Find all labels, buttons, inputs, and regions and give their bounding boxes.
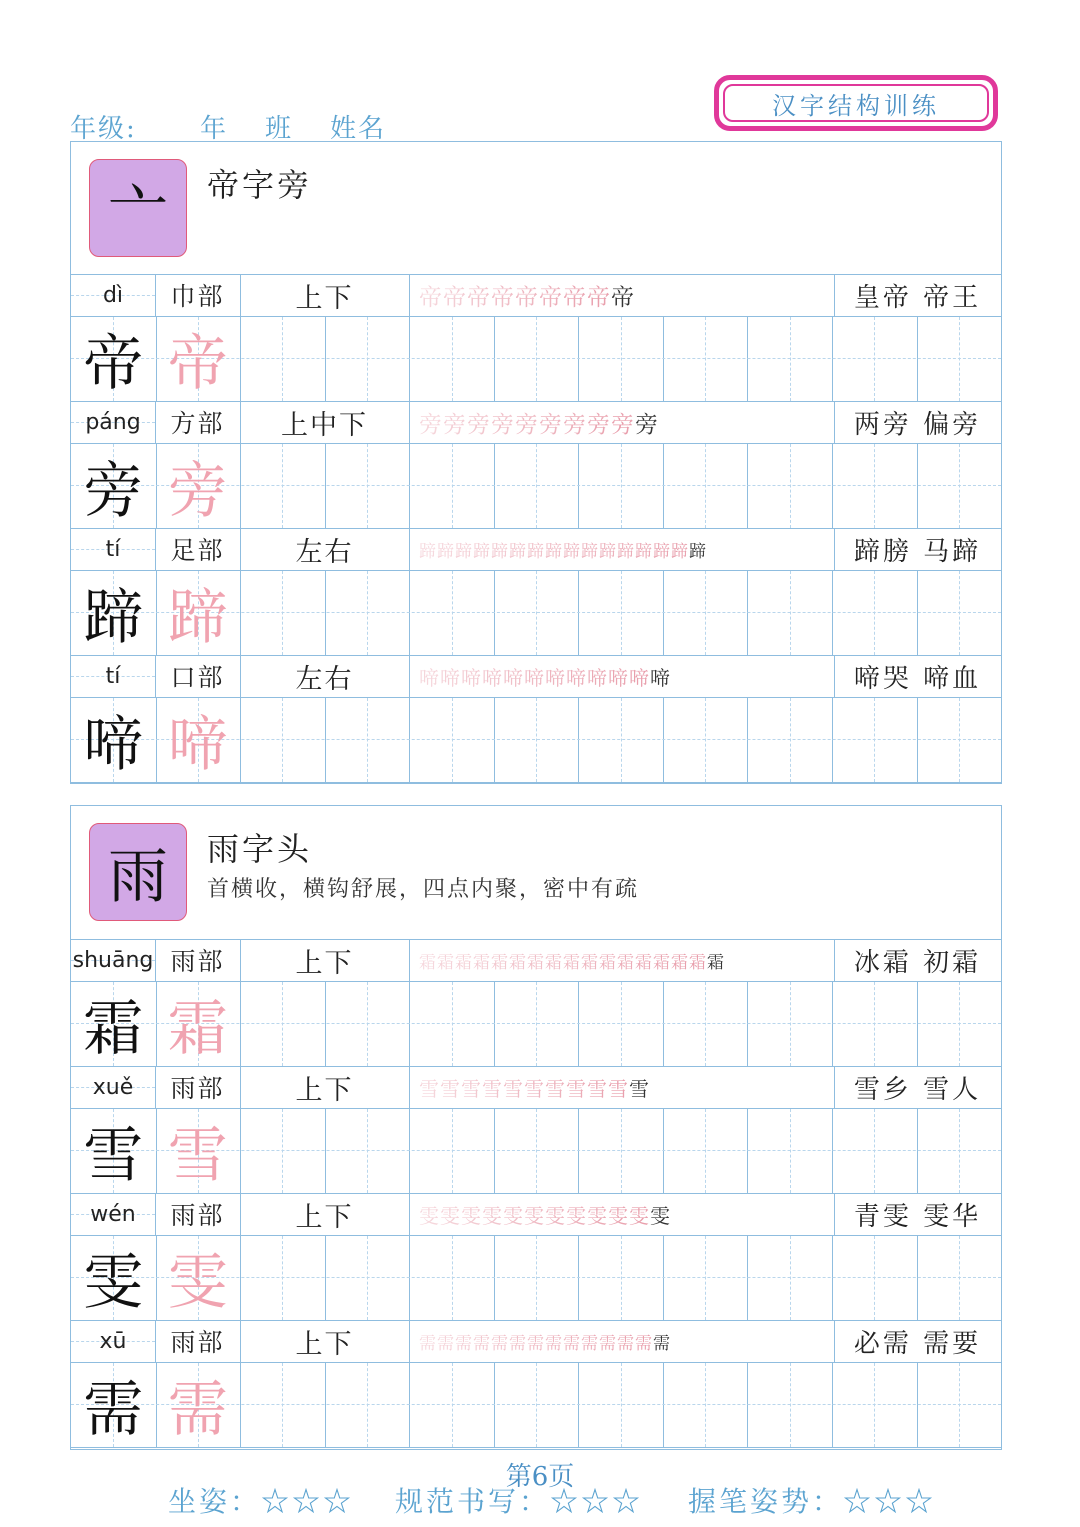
practice-cell[interactable] xyxy=(747,1109,832,1192)
pinyin: xuě xyxy=(92,1074,134,1100)
radical-part: 雨部 xyxy=(170,1201,225,1230)
radical-part: 雨部 xyxy=(170,1074,225,1103)
stroke-step: 霜 xyxy=(671,952,688,973)
practice-grid xyxy=(71,698,1001,783)
practice-cell[interactable] xyxy=(832,571,917,654)
entry-info-row xyxy=(71,940,1001,982)
practice-cell[interactable] xyxy=(747,444,832,527)
example-words: 两旁 偏旁 xyxy=(853,409,982,440)
practice-cell[interactable] xyxy=(325,571,410,654)
stroke-step: 雪 xyxy=(545,1076,565,1101)
character-entry xyxy=(71,1194,1001,1321)
structure-type: 上中下 xyxy=(281,409,368,441)
structure-type: 上下 xyxy=(295,1074,354,1106)
stroke-step: 雪 xyxy=(503,1076,523,1101)
practice-cell[interactable] xyxy=(494,444,579,527)
stroke-step: 帝 xyxy=(587,284,610,311)
stroke-step: 啼 xyxy=(650,665,670,690)
practice-cell[interactable] xyxy=(832,444,917,527)
structure-type: 上下 xyxy=(295,1328,354,1360)
stroke-step: 需 xyxy=(563,1333,580,1354)
stroke-step: 蹄 xyxy=(455,541,472,562)
stroke-step: 雪 xyxy=(608,1076,628,1101)
stroke-step: 雪 xyxy=(440,1076,460,1101)
stroke-step: 需 xyxy=(635,1333,652,1354)
stroke-step: 蹄 xyxy=(671,541,688,562)
practice-cell[interactable] xyxy=(409,317,494,400)
model-character: 帝 xyxy=(83,328,144,399)
stroke-step: 旁 xyxy=(635,411,658,438)
practice-cell[interactable] xyxy=(409,1363,494,1446)
stroke-step: 需 xyxy=(509,1333,526,1354)
stroke-step: 需 xyxy=(599,1333,616,1354)
holding-rating: 握笔姿势：☆☆☆ xyxy=(688,1485,937,1518)
stroke-step: 啼 xyxy=(482,665,502,690)
practice-grid xyxy=(71,1109,1001,1194)
practice-cell[interactable] xyxy=(917,1236,1002,1319)
class-field-label: 班 xyxy=(265,114,294,144)
character-entry xyxy=(71,656,1001,783)
stroke-step: 雯 xyxy=(419,1203,439,1228)
stroke-step: 霜 xyxy=(635,952,652,973)
radical-char: 亠 xyxy=(108,178,168,248)
practice-cell[interactable] xyxy=(578,317,663,400)
stroke-step: 蹄 xyxy=(617,541,634,562)
practice-cell[interactable] xyxy=(832,317,917,400)
practice-cell[interactable] xyxy=(663,571,748,654)
stroke-step: 帝 xyxy=(491,284,514,311)
stroke-step: 雪 xyxy=(566,1076,586,1101)
stroke-step: 蹄 xyxy=(563,541,580,562)
stroke-step: 霜 xyxy=(707,952,724,973)
stroke-step: 霜 xyxy=(491,952,508,973)
radical-part: 足部 xyxy=(170,536,225,565)
stroke-step: 雯 xyxy=(608,1203,628,1228)
stroke-step: 啼 xyxy=(545,665,565,690)
practice-cell[interactable] xyxy=(578,1363,663,1446)
writing-rating: 规范书写：☆☆☆ xyxy=(395,1485,644,1518)
stroke-step: 帝 xyxy=(539,284,562,311)
practice-grid xyxy=(71,982,1001,1067)
practice-cell[interactable] xyxy=(494,571,579,654)
stroke-order xyxy=(409,1194,834,1234)
practice-cell[interactable] xyxy=(240,571,325,654)
stroke-order xyxy=(409,275,834,315)
stroke-step: 雯 xyxy=(461,1203,481,1228)
practice-cell[interactable] xyxy=(832,698,917,781)
stroke-step: 霜 xyxy=(419,952,436,973)
practice-cell[interactable] xyxy=(409,1236,494,1319)
practice-cell[interactable] xyxy=(747,1363,832,1446)
character-entry xyxy=(71,940,1001,1067)
practice-cell[interactable] xyxy=(832,1363,917,1446)
stroke-step: 需 xyxy=(545,1333,562,1354)
stroke-step: 旁 xyxy=(491,411,514,438)
stroke-step: 旁 xyxy=(611,411,634,438)
practice-cell[interactable] xyxy=(325,1236,410,1319)
stroke-step: 雯 xyxy=(482,1203,502,1228)
stroke-step: 帝 xyxy=(515,284,538,311)
stroke-step: 霜 xyxy=(563,952,580,973)
stroke-step: 啼 xyxy=(629,665,649,690)
stroke-step: 蹄 xyxy=(545,541,562,562)
grade-field-label: 年 xyxy=(200,114,229,144)
name-label: 姓名 xyxy=(330,114,387,144)
stroke-order xyxy=(409,940,834,980)
pinyin: xū xyxy=(99,1328,127,1354)
stroke-step: 需 xyxy=(419,1333,436,1354)
trace-character: 雪 xyxy=(167,1120,228,1191)
section-header xyxy=(71,142,1001,275)
stroke-step: 蹄 xyxy=(437,541,454,562)
stroke-step: 需 xyxy=(491,1333,508,1354)
stroke-step: 蹄 xyxy=(527,541,544,562)
practice-cell[interactable] xyxy=(240,982,325,1065)
entry-info-row xyxy=(71,402,1001,444)
practice-cell[interactable] xyxy=(494,1236,579,1319)
character-entry xyxy=(71,402,1001,529)
stroke-order xyxy=(409,1321,834,1361)
stroke-step: 帝 xyxy=(443,284,466,311)
model-character: 需 xyxy=(83,1374,144,1445)
stroke-step: 啼 xyxy=(524,665,544,690)
stroke-step: 雪 xyxy=(419,1076,439,1101)
practice-cell[interactable] xyxy=(663,1363,748,1446)
practice-cell[interactable] xyxy=(409,982,494,1065)
sitting-rating: 坐姿：☆☆☆ xyxy=(168,1485,355,1518)
stroke-step: 啼 xyxy=(587,665,607,690)
structure-type: 上下 xyxy=(295,282,354,314)
stroke-step: 霜 xyxy=(599,952,616,973)
practice-cell[interactable] xyxy=(409,1109,494,1192)
stroke-step: 旁 xyxy=(467,411,490,438)
stroke-step: 旁 xyxy=(587,411,610,438)
pinyin: tí xyxy=(105,663,121,689)
example-words: 冰霜 初霜 xyxy=(853,947,982,978)
model-character: 霜 xyxy=(83,993,144,1064)
stroke-step: 雯 xyxy=(503,1203,523,1228)
radical-part: 巾部 xyxy=(170,282,225,311)
practice-cell[interactable] xyxy=(578,1109,663,1192)
stroke-step: 啼 xyxy=(608,665,628,690)
practice-cell[interactable] xyxy=(325,1363,410,1446)
structure-type: 上下 xyxy=(295,1201,354,1233)
stroke-step: 帝 xyxy=(563,284,586,311)
structure-type: 左右 xyxy=(295,663,354,695)
stroke-step: 蹄 xyxy=(599,541,616,562)
practice-cell[interactable] xyxy=(578,571,663,654)
stroke-step: 蹄 xyxy=(491,541,508,562)
practice-cell[interactable] xyxy=(494,698,579,781)
practice-cell[interactable] xyxy=(240,1236,325,1319)
practice-cell[interactable] xyxy=(578,982,663,1065)
stroke-step: 雪 xyxy=(629,1076,649,1101)
stroke-step: 啼 xyxy=(461,665,481,690)
stroke-step: 雯 xyxy=(545,1203,565,1228)
practice-cell[interactable] xyxy=(663,444,748,527)
stroke-step: 旁 xyxy=(563,411,586,438)
stroke-step: 蹄 xyxy=(635,541,652,562)
radical-title: 帝字旁 xyxy=(207,166,313,204)
model-character: 雪 xyxy=(83,1120,144,1191)
radical-title: 雨字头 xyxy=(207,830,313,868)
grade-label: 年级: xyxy=(70,114,137,144)
practice-cell[interactable] xyxy=(409,698,494,781)
practice-cell[interactable] xyxy=(747,698,832,781)
example-words: 青雯 雯华 xyxy=(853,1201,982,1232)
trace-character: 需 xyxy=(167,1374,228,1445)
stroke-step: 旁 xyxy=(539,411,562,438)
radical-box xyxy=(89,159,187,257)
stroke-step: 帝 xyxy=(419,284,442,311)
practice-cell[interactable] xyxy=(240,317,325,400)
stroke-step: 蹄 xyxy=(473,541,490,562)
structure-type: 上下 xyxy=(295,947,354,979)
practice-cell[interactable] xyxy=(663,982,748,1065)
radical-char: 雨 xyxy=(108,842,168,912)
stroke-step: 需 xyxy=(473,1333,490,1354)
practice-cell[interactable] xyxy=(325,317,410,400)
stroke-step: 雪 xyxy=(524,1076,544,1101)
example-words: 蹄膀 马蹄 xyxy=(853,536,982,567)
stroke-step: 啼 xyxy=(419,665,439,690)
stroke-step: 雯 xyxy=(566,1203,586,1228)
practice-cell[interactable] xyxy=(747,317,832,400)
practice-cell[interactable] xyxy=(409,444,494,527)
practice-cell[interactable] xyxy=(917,571,1002,654)
entry-info-row xyxy=(71,1194,1001,1236)
trace-character: 蹄 xyxy=(167,582,228,653)
stroke-step: 霜 xyxy=(455,952,472,973)
example-words: 皇帝 帝王 xyxy=(853,282,982,313)
practice-cell[interactable] xyxy=(663,1236,748,1319)
practice-cell[interactable] xyxy=(240,1363,325,1446)
stroke-step: 雪 xyxy=(482,1076,502,1101)
stroke-step: 帝 xyxy=(467,284,490,311)
practice-cell[interactable] xyxy=(325,444,410,527)
practice-cell[interactable] xyxy=(325,698,410,781)
trace-character: 霜 xyxy=(167,993,228,1064)
practice-cell[interactable] xyxy=(832,1236,917,1319)
worksheet-title xyxy=(714,75,998,131)
stroke-step: 霜 xyxy=(689,952,706,973)
trace-character: 旁 xyxy=(167,455,228,526)
practice-grid xyxy=(71,571,1001,656)
pinyin: tí xyxy=(105,536,121,562)
model-character: 雯 xyxy=(83,1247,144,1318)
stroke-order xyxy=(409,656,834,696)
entry-info-row xyxy=(71,529,1001,571)
entry-info-row xyxy=(71,1321,1001,1363)
radical-part: 雨部 xyxy=(170,1328,225,1357)
pinyin: shuāng xyxy=(72,947,154,973)
stroke-step: 啼 xyxy=(503,665,523,690)
practice-cell[interactable] xyxy=(747,982,832,1065)
character-entry xyxy=(71,1067,1001,1194)
stroke-step: 霜 xyxy=(617,952,634,973)
practice-grid xyxy=(71,444,1001,529)
radical-part: 方部 xyxy=(170,409,225,438)
stroke-step: 旁 xyxy=(419,411,442,438)
stroke-step: 需 xyxy=(455,1333,472,1354)
character-entry xyxy=(71,1321,1001,1448)
radical-part: 雨部 xyxy=(170,947,225,976)
practice-cell[interactable] xyxy=(578,1236,663,1319)
section-2 xyxy=(70,805,1002,1450)
stroke-step: 雯 xyxy=(524,1203,544,1228)
practice-cell[interactable] xyxy=(663,317,748,400)
practice-cell[interactable] xyxy=(578,698,663,781)
stroke-step: 需 xyxy=(617,1333,634,1354)
stroke-step: 霜 xyxy=(437,952,454,973)
practice-cell[interactable] xyxy=(494,1109,579,1192)
structure-type: 左右 xyxy=(295,536,354,568)
model-character: 蹄 xyxy=(83,582,144,653)
practice-cell[interactable] xyxy=(832,1109,917,1192)
stroke-step: 蹄 xyxy=(509,541,526,562)
practice-cell[interactable] xyxy=(240,444,325,527)
stroke-step: 霜 xyxy=(527,952,544,973)
trace-character: 帝 xyxy=(167,328,228,399)
practice-cell[interactable] xyxy=(240,1109,325,1192)
stroke-step: 雪 xyxy=(461,1076,481,1101)
stroke-order xyxy=(409,1067,834,1107)
example-words: 雪乡 雪人 xyxy=(853,1074,982,1105)
practice-cell[interactable] xyxy=(494,1363,579,1446)
stroke-step: 啼 xyxy=(566,665,586,690)
pinyin: páng xyxy=(85,409,141,435)
practice-cell[interactable] xyxy=(917,982,1002,1065)
stroke-step: 需 xyxy=(527,1333,544,1354)
stroke-step: 蹄 xyxy=(419,541,436,562)
stroke-step: 旁 xyxy=(443,411,466,438)
practice-cell[interactable] xyxy=(917,317,1002,400)
practice-cell[interactable] xyxy=(917,698,1002,781)
character-entry xyxy=(71,275,1001,402)
stroke-step: 雯 xyxy=(587,1203,607,1228)
practice-cell[interactable] xyxy=(325,1109,410,1192)
practice-cell[interactable] xyxy=(663,1109,748,1192)
stroke-step: 旁 xyxy=(515,411,538,438)
practice-cell[interactable] xyxy=(325,982,410,1065)
practice-cell[interactable] xyxy=(240,698,325,781)
stroke-step: 霜 xyxy=(473,952,490,973)
character-entry xyxy=(71,529,1001,656)
example-words: 必需 需要 xyxy=(853,1328,982,1359)
practice-grid xyxy=(71,1363,1001,1448)
practice-cell[interactable] xyxy=(917,444,1002,527)
stroke-step: 霜 xyxy=(545,952,562,973)
entry-info-row xyxy=(71,656,1001,698)
example-words: 啼哭 啼血 xyxy=(853,663,982,694)
model-character: 旁 xyxy=(83,455,144,526)
practice-cell[interactable] xyxy=(832,982,917,1065)
practice-cell[interactable] xyxy=(578,444,663,527)
practice-cell[interactable] xyxy=(747,1236,832,1319)
stroke-step: 需 xyxy=(653,1333,670,1354)
practice-grid xyxy=(71,317,1001,402)
trace-character: 雯 xyxy=(167,1247,228,1318)
stroke-order xyxy=(409,402,834,442)
stroke-step: 霜 xyxy=(653,952,670,973)
entry-info-row xyxy=(71,275,1001,317)
stroke-step: 雯 xyxy=(629,1203,649,1228)
stroke-step: 需 xyxy=(581,1333,598,1354)
practice-cell[interactable] xyxy=(747,571,832,654)
entry-info-row xyxy=(71,1067,1001,1109)
practice-cell[interactable] xyxy=(917,1363,1002,1446)
stroke-step: 需 xyxy=(437,1333,454,1354)
pinyin: dì xyxy=(102,282,124,308)
stroke-step: 啼 xyxy=(440,665,460,690)
worksheet-title-text: 汉字结构训练 xyxy=(772,91,940,120)
practice-cell[interactable] xyxy=(494,317,579,400)
stroke-step: 雪 xyxy=(587,1076,607,1101)
practice-cell[interactable] xyxy=(917,1109,1002,1192)
stroke-step: 帝 xyxy=(611,284,634,311)
stroke-step: 蹄 xyxy=(581,541,598,562)
stroke-step: 雯 xyxy=(650,1203,670,1228)
section-header xyxy=(71,806,1001,940)
section-1 xyxy=(70,141,1002,784)
stroke-step: 雯 xyxy=(440,1203,460,1228)
model-character: 啼 xyxy=(83,709,144,780)
stroke-step: 霜 xyxy=(509,952,526,973)
radical-part: 口部 xyxy=(170,663,225,692)
radical-tip: 首横收，横钩舒展，四点内聚，密中有疏 xyxy=(207,877,640,902)
practice-grid xyxy=(71,1236,1001,1321)
page-number: 第6页 xyxy=(505,1462,575,1492)
practice-cell[interactable] xyxy=(409,571,494,654)
stroke-step: 蹄 xyxy=(689,541,706,562)
pinyin: wén xyxy=(90,1201,136,1227)
stroke-step: 蹄 xyxy=(653,541,670,562)
trace-character: 啼 xyxy=(167,709,228,780)
practice-cell[interactable] xyxy=(494,982,579,1065)
practice-cell[interactable] xyxy=(663,698,748,781)
stroke-step: 霜 xyxy=(581,952,598,973)
stroke-order xyxy=(409,529,834,569)
radical-box xyxy=(89,823,187,921)
